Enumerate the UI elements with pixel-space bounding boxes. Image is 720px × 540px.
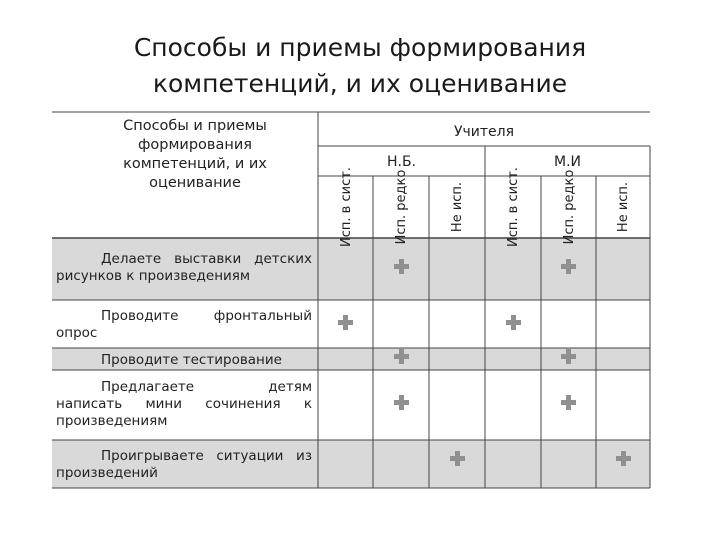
corner-header: Способы и приемы формирования компетенций, и их оценивание <box>123 118 267 191</box>
plus-icon <box>561 349 576 364</box>
teacher-header-1: Н.Б. <box>386 154 417 170</box>
sub-column-header-3: Не исп. <box>449 181 465 233</box>
teacher-header-2: М.И <box>553 154 581 170</box>
sub-column-header-1: Исп. в сист. <box>338 167 354 247</box>
plus-icon <box>338 315 353 330</box>
plus-icon <box>506 315 521 330</box>
table-row-label-4: Предлагаете детям написать мини сочинения к произведениям <box>56 379 312 429</box>
sub-column-header-6: Не исп. <box>615 181 631 233</box>
plus-icon <box>616 451 631 466</box>
table-row-label-2: Проводите фронтальный опрос <box>56 308 312 341</box>
table-row-label-1: Делаете выставки детских рисунков к произведениям <box>56 251 312 284</box>
slide-title-line-2: компетенций, и их оценивание <box>152 69 568 98</box>
plus-icon <box>561 259 576 274</box>
sub-column-header-4: Исп. в сист. <box>505 167 521 247</box>
table-row-label-3: Проводите тестирование <box>101 352 282 368</box>
slide-title-line-1: Способы и приемы формирования <box>133 33 587 62</box>
table-row-label-5: Проигрываете ситуации из произведений <box>56 448 312 481</box>
plus-icon <box>561 395 576 410</box>
plus-icon <box>394 395 409 410</box>
sub-column-header-5: Исп. редко <box>561 169 577 245</box>
sub-column-header-2: Исп. редко <box>393 169 409 245</box>
group-header-teachers: Учителя <box>453 124 515 140</box>
plus-icon <box>450 451 465 466</box>
plus-icon <box>394 259 409 274</box>
plus-icon <box>394 349 409 364</box>
